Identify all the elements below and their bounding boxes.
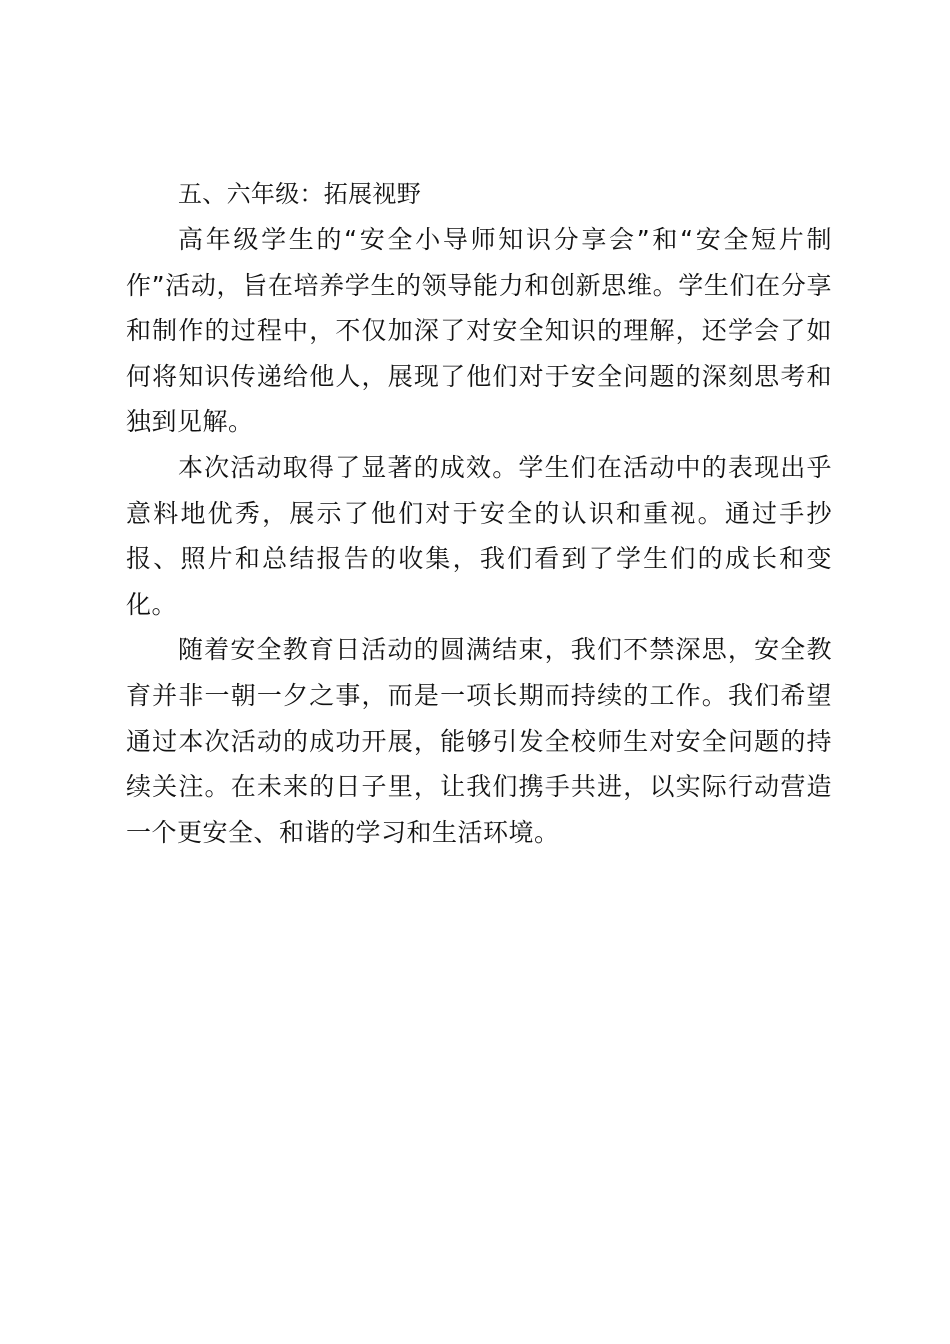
document-body xyxy=(126,172,832,855)
paragraph-results: 本次活动取得了显著的成效。学生们在活动中的表现出乎意料地优秀，展示了他们对于安全的认识和重视。通过手抄报、照片和总结报告的收集，我们看到了学生们的成长和变化。 xyxy=(126,452,832,619)
paragraph-conclusion: 随着安全教育日活动的圆满结束，我们不禁深思，安全教育并非一朝一夕之事，而是一项长期而持续的工作。我们希望通过本次活动的成功开展，能够引发全校师生对安全问题的持续关注。在未来的日子里，让我们携手共进，以实际行动营造一个更安全、和谐的学习和生活环境。 xyxy=(126,635,832,847)
paragraph-upper-grades: 高年级学生的“安全小导师知识分享会”和“安全短片制作”活动，旨在培养学生的领导能力和创新思维。学生们在分享和制作的过程中，不仅加深了对安全知识的理解，还学会了如何将知识传递给他人，展现了他们对于安全问题的深刻思考和独到见解。 xyxy=(126,225,832,437)
section-heading: 五、六年级：拓展视野 xyxy=(178,180,421,208)
